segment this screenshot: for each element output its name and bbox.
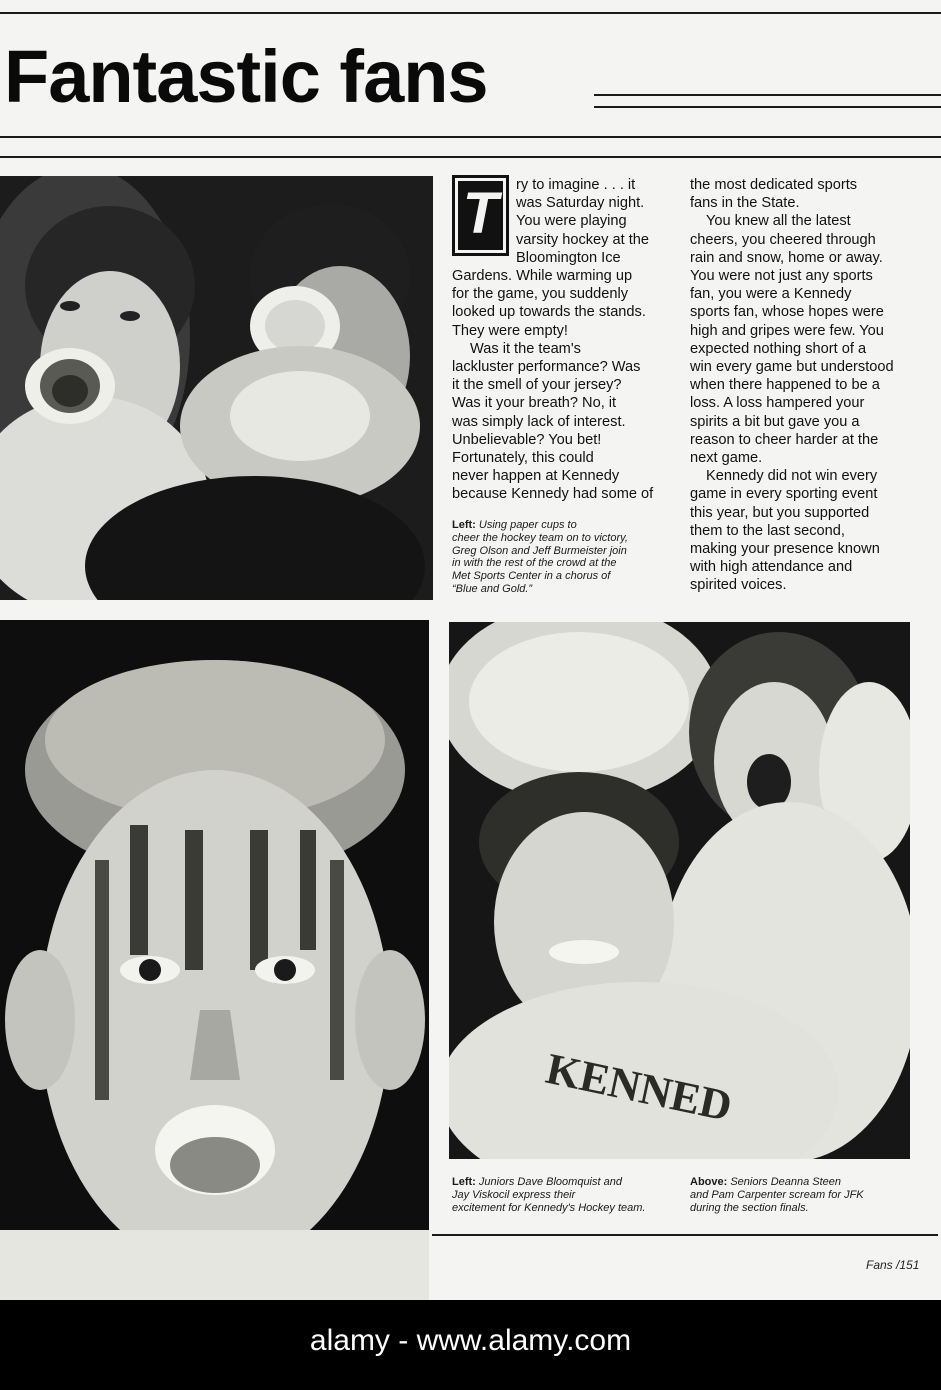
article-line: Fortunately, this could — [452, 450, 594, 467]
photo-face-paint-fan — [0, 620, 429, 1300]
photo-fans-with-cups — [0, 176, 433, 600]
article-line: spirited voices. — [690, 577, 787, 594]
article-line: Bloomington Ice — [516, 249, 621, 266]
caption-seniors — [690, 1176, 920, 1214]
caption-line: Using paper cups to — [478, 519, 577, 531]
stock-watermark-bar — [0, 1300, 941, 1390]
caption-line: Seniors Deanna Steen — [730, 1176, 842, 1188]
title-rule-upper — [594, 94, 941, 96]
article-line: with high attendance and — [690, 559, 853, 576]
article-line: loss. A loss hampered your — [690, 395, 865, 412]
folio-rule — [432, 1234, 938, 1236]
article-line: was simply lack of interest. — [452, 413, 626, 430]
photo-seniors-cheering — [449, 622, 910, 1159]
article-line: win every game but understood — [690, 359, 894, 376]
article-line: varsity hockey at the — [516, 231, 650, 248]
article-line: because Kennedy had some of — [452, 486, 654, 503]
article-line: lackluster performance? Was — [452, 359, 641, 376]
article-line: reason to cheer harder at the — [690, 431, 879, 448]
caption-label: Above: — [690, 1176, 728, 1188]
article-line: Gardens. While warming up — [452, 268, 633, 284]
watermark-text: alamy - www.alamy.com — [309, 1324, 632, 1357]
article-line: never happen at Kennedy — [452, 468, 620, 485]
header-rule-2 — [0, 156, 941, 158]
article-line: expected nothing short of a — [690, 340, 867, 357]
article-line: the most dedicated sports — [690, 177, 858, 193]
article-line: game in every sporting event — [690, 486, 878, 503]
article-line: rain and snow, home or away. — [690, 249, 883, 266]
article-line: They were empty! — [452, 322, 568, 339]
page-folio: Fans /151 — [866, 1258, 920, 1272]
caption-top-photo — [452, 519, 652, 596]
article-line: for the game, you suddenly — [452, 286, 629, 303]
top-rule — [0, 12, 941, 14]
article-line: Was it your breath? No, it — [452, 395, 617, 412]
article-line: was Saturday night. — [516, 195, 645, 212]
caption-line: cheer the hockey team on to victory, — [452, 531, 628, 544]
article-line: fan, you were a Kennedy — [690, 286, 852, 303]
article-opening-lines — [516, 176, 686, 267]
caption-label: Left: — [452, 519, 476, 531]
article-column-1 — [452, 267, 672, 504]
article-line: looked up towards the stands. — [452, 304, 646, 321]
caption-line: in with the rest of the crowd at the — [452, 557, 617, 570]
article-line: high and gripes were few. You — [690, 322, 884, 339]
article-line: ry to imagine . . . it — [516, 177, 636, 193]
article-line: Kennedy did not win every — [706, 468, 878, 485]
article-line: them to the last second, — [690, 522, 845, 539]
dropcap-box — [452, 175, 509, 256]
article-line: next game. — [690, 450, 763, 467]
caption-line: “Blue and Gold.” — [452, 582, 533, 595]
article-line: You knew all the latest — [706, 213, 851, 230]
caption-line: Greg Olson and Jeff Burmeister join — [452, 544, 627, 557]
article-line: when there happened to be a — [690, 377, 880, 394]
article-line: this year, but you supported — [690, 504, 870, 521]
dropcap-letter: T — [462, 181, 499, 246]
article-line: Was it the team's — [470, 340, 581, 357]
header-rule-1 — [0, 136, 941, 138]
sweatshirt-lettering: KENNED — [541, 1043, 737, 1131]
caption-line: Met Sports Center in a chorus of — [452, 570, 611, 583]
article-line: making your presence known — [690, 541, 880, 558]
caption-line: Juniors Dave Bloomquist and — [478, 1176, 622, 1188]
article-line: You were not just any sports — [690, 268, 873, 285]
article-column-2 — [690, 176, 910, 595]
article-line: You were playing — [516, 213, 627, 230]
caption-line: during the section finals. — [690, 1201, 809, 1214]
caption-line: and Pam Carpenter scream for JFK — [690, 1188, 864, 1201]
caption-line: Jay Viskocil express their — [452, 1188, 576, 1201]
caption-face-paint — [452, 1176, 682, 1214]
article-line: it the smell of your jersey? — [452, 377, 622, 394]
caption-label: Left: — [452, 1176, 476, 1188]
title-rule-lower — [594, 106, 941, 108]
article-line: sports fan, whose hopes were — [690, 304, 884, 321]
article-line: spirits a bit but gave you a — [690, 413, 860, 430]
article-line: fans in the State. — [690, 195, 800, 212]
caption-line: excitement for Kennedy's Hockey team. — [452, 1201, 646, 1214]
page-title: Fantastic fans — [4, 35, 488, 118]
article-line: Unbelievable? You bet! — [452, 431, 602, 448]
article-line: cheers, you cheered through — [690, 231, 876, 248]
